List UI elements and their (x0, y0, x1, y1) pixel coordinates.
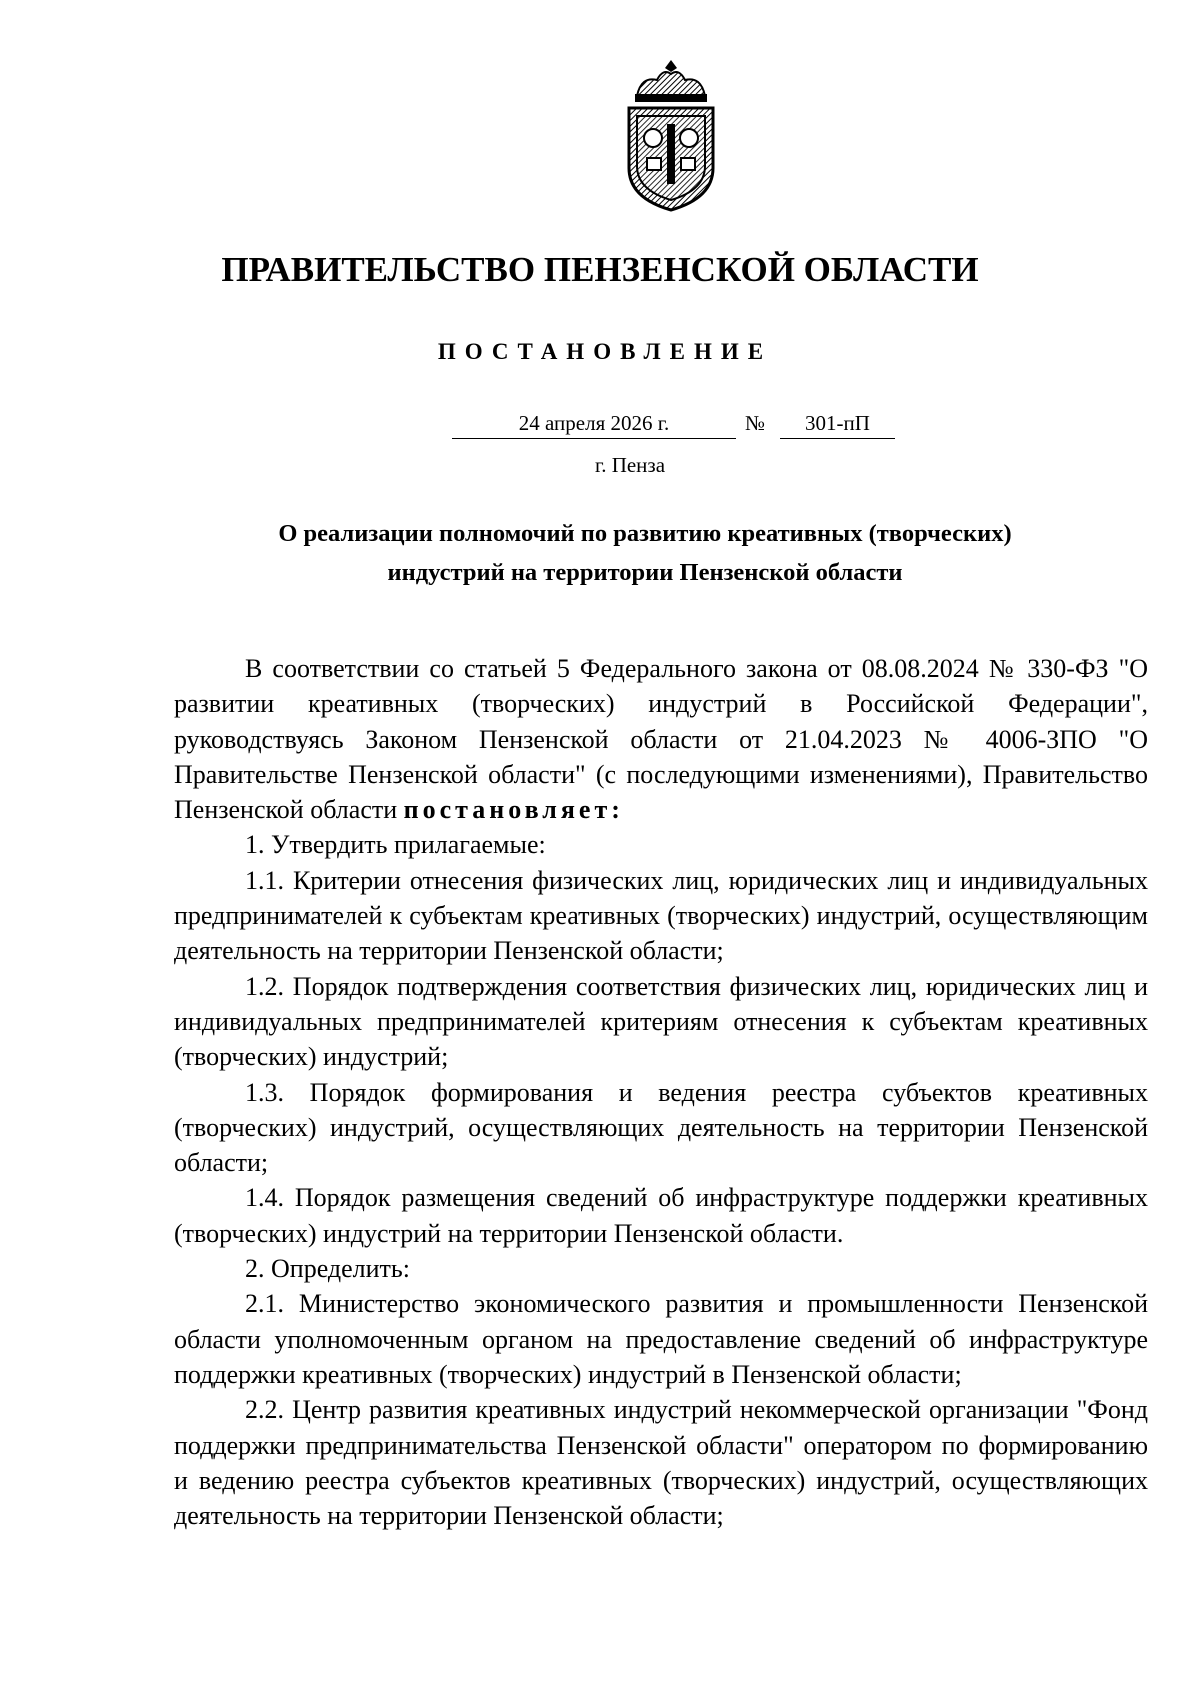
preamble-text: В соответствии со статьей 5 Федерального закона от 08.08.2024 № 330-ФЗ "О развитии креативных (творческих) индустрий в Российской Федерации", руководствуясь Законом Пензенской области от 21.04.2023 № 4006-ЗПО "О Правительстве Пензенской области" (с последующими изменениями), Правительство Пензенской области (174, 654, 1148, 825)
government-title: ПРАВИТЕЛЬСТВО ПЕНЗЕНСКОЙ ОБЛАСТИ (221, 250, 979, 289)
coat-of-arms-emblem (607, 58, 735, 218)
document-subject (200, 514, 1090, 592)
city: г. Пенза (594, 453, 666, 477)
paragraph-2-1: 2.1. Министерство экономического развития и промышленности Пензенской области уполномоченным органом на предоставление сведений об инфраструктуре поддержки креативных (творческих) индустрий в Пензенской области; (174, 1289, 1148, 1389)
paragraph-1-2: 1.2. Порядок подтверждения соответствия физических лиц, юридических лиц и индивидуальных предпринимателей критериям отнесения к субъектам креативных (творческих) индустрий; (174, 971, 1148, 1072)
resolves-word: постановляет: (403, 795, 624, 825)
document-body (174, 651, 1148, 1533)
paragraph-2: 2. Определить: (245, 1254, 410, 1284)
document-number: 301-пП (780, 408, 895, 439)
paragraph-1-1: 1.1. Критерии отнесения физических лиц, юридических лиц и индивидуальных предпринимателей к субъектам креативных (творческих) индустрий, осуществляющим деятельность на территории Пензенской области; (174, 865, 1148, 966)
document-type: ПОСТАНОВЛЕНИЕ (437, 339, 773, 364)
paragraph-2-2: 2.2. Центр развития креативных индустрий некоммерческой организации "Фонд поддержки предпринимательства Пензенской области" оператором по формированию и ведению реестра субъектов креативных (творческих) индустрий, осуществляющих деятельность на территории Пензенской области; (174, 1395, 1148, 1531)
paragraph-1-3: 1.3. Порядок формирования и ведения реестра субъектов креативных (творческих) индустрий, осуществляющих деятельность на территории Пензенской области; (174, 1077, 1148, 1178)
subject-line-1: О реализации полномочий по развитию креативных (творческих) (278, 520, 1012, 547)
preamble-paragraph (174, 651, 1148, 827)
paragraph-1: 1. Утвердить прилагаемые: (245, 830, 546, 860)
subject-line-2: индустрий на территории Пензенской области (387, 559, 903, 586)
date-number-line (0, 408, 1200, 442)
document-date: 24 апреля 2026 г. (452, 408, 736, 439)
number-sign: № (745, 411, 766, 435)
paragraph-1-4: 1.4. Порядок размещения сведений об инфраструктуре поддержки креативных (творческих) индустрий на территории Пензенской области. (174, 1183, 1148, 1248)
